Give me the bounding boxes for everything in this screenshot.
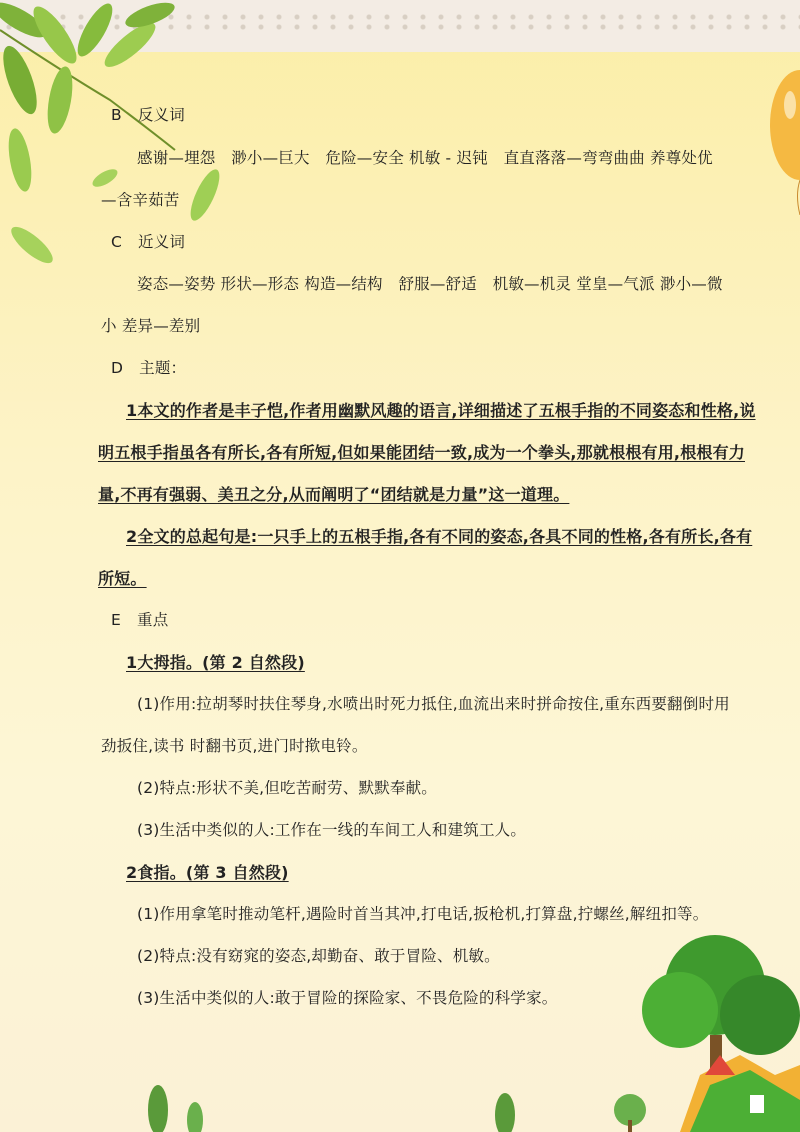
antonyms-line-1: 感谢—埋怨 渺小—巨大 危险—安全 机敏 - 迟钝 直直落落—弯弯曲曲 养尊处优 [137,149,713,167]
section-b-marker: B [111,106,122,124]
theme-para1-line-3: 量,不再有强弱、美丑之分,从而阐明了“团结就是力量”这一道理。 [98,485,570,504]
section-c-marker: C [111,233,123,251]
synonyms-line-2: 小 差异—差别 [101,317,201,335]
thumb-item-1a: (1)作用:拉胡琴时扶住琴身,水喷出时死力抵住,血流出来时拼命按住,重东西要翻倒时用 [137,695,730,713]
section-d-title: 主题： [139,359,187,377]
theme-para2-line-1: 2全文的总起句是:一只手上的五根手指,各有不同的姿态,各具不同的性格,各有所长,各有 [126,527,753,546]
section-e-title: 重点 [137,611,169,629]
index-item-1: (1)作用拿笔时推动笔杆,遇险时首当其冲,打电话,扳枪机,打算盘,拧螺丝,解纽扣等。 [137,905,709,923]
section-e-heading [111,608,168,630]
section-d-heading [111,356,186,378]
theme-para1-line-2: 明五根手指虽各有所长,各有所短,但如果能团结一致,成为一个拳头,那就根根有用,根根有力 [98,443,745,462]
section-b-heading [111,103,185,125]
section-c-title: 近义词 [138,233,186,251]
theme-para2-line-2: 所短。 [98,569,147,588]
index-item-2: (2)特点:没有窈窕的姿态,却勤奋、敢于冒险、机敏。 [137,947,500,965]
section-e-marker: E [111,611,121,629]
thumb-heading: 1大拇指。(第 2 自然段) [126,653,305,672]
section-c-heading [111,230,185,252]
thumb-item-1b: 劲扳住,读书 时翻书页,进门时揿电铃。 [101,737,368,755]
index-item-3: (3)生活中类似的人:敢于冒险的探险家、不畏危险的科学家。 [137,989,558,1007]
index-finger-heading: 2食指。(第 3 自然段) [126,863,289,882]
theme-para1-line-1: 1本文的作者是丰子恺,作者用幽默风趣的语言,详细描述了五根手指的不同姿态和性格,说 [126,401,756,420]
antonyms-line-2: —含辛茹苦 [101,191,180,209]
synonyms-line-1: 姿态—姿势 形状—形态 构造—结构 舒服—舒适 机敏—机灵 堂皇—气派 渺小—微 [137,275,723,293]
section-d-marker: D [111,359,124,377]
thumb-item-2: (2)特点:形状不美,但吃苦耐劳、默默奉献。 [137,779,438,797]
thumb-item-3: (3)生活中类似的人:工作在一线的车间工人和建筑工人。 [137,821,527,839]
section-b-title: 反义词 [137,106,185,124]
